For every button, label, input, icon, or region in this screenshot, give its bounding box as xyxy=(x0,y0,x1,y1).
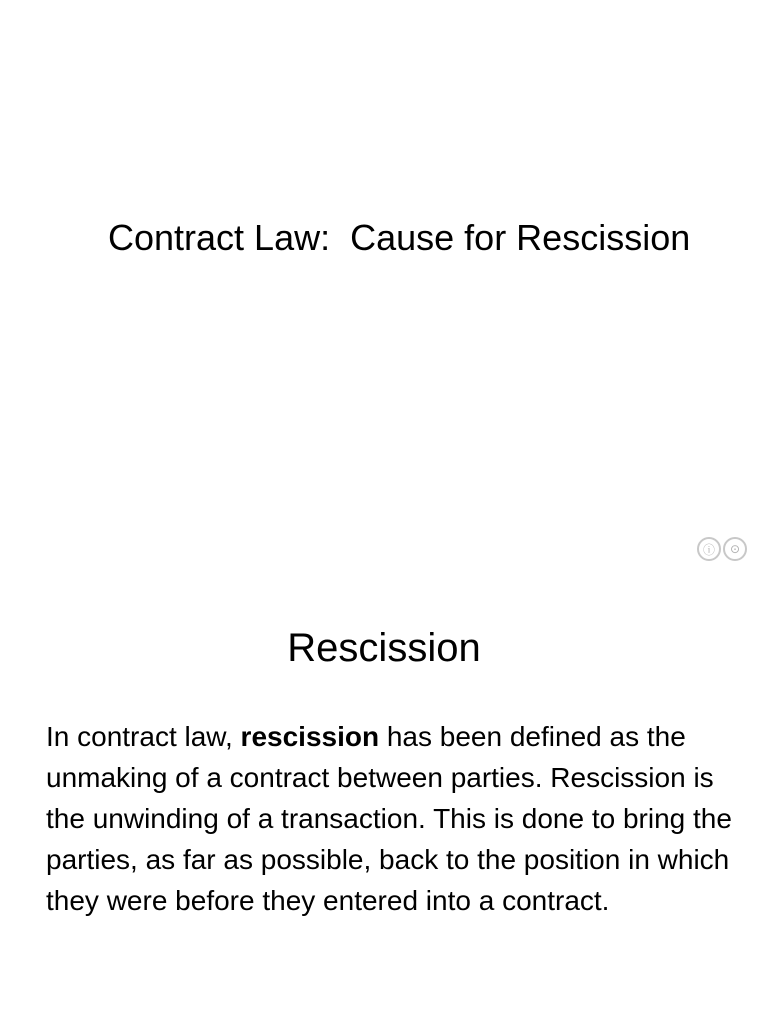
slide-title: Contract Law: Cause for Rescission xyxy=(108,217,691,258)
content-slide xyxy=(0,576,768,1024)
section-heading: Rescission xyxy=(287,626,481,670)
paragraph-bold-term: rescission xyxy=(240,721,380,752)
paragraph-lead-text: In contract law, xyxy=(46,721,241,752)
creative-commons-badge xyxy=(697,536,755,562)
definition-paragraph xyxy=(46,716,736,921)
noncommercial-icon: ⊙ xyxy=(723,537,747,561)
person-attribution-icon: ⓘ xyxy=(697,537,721,561)
paragraph-remaining-text: has been defined as the unmaking of a contract between parties. Rescission is the unwinding of a transaction. This is done to bring the parties, as far as possible, back to the position in which they were before they entered into a contract. xyxy=(46,721,732,916)
